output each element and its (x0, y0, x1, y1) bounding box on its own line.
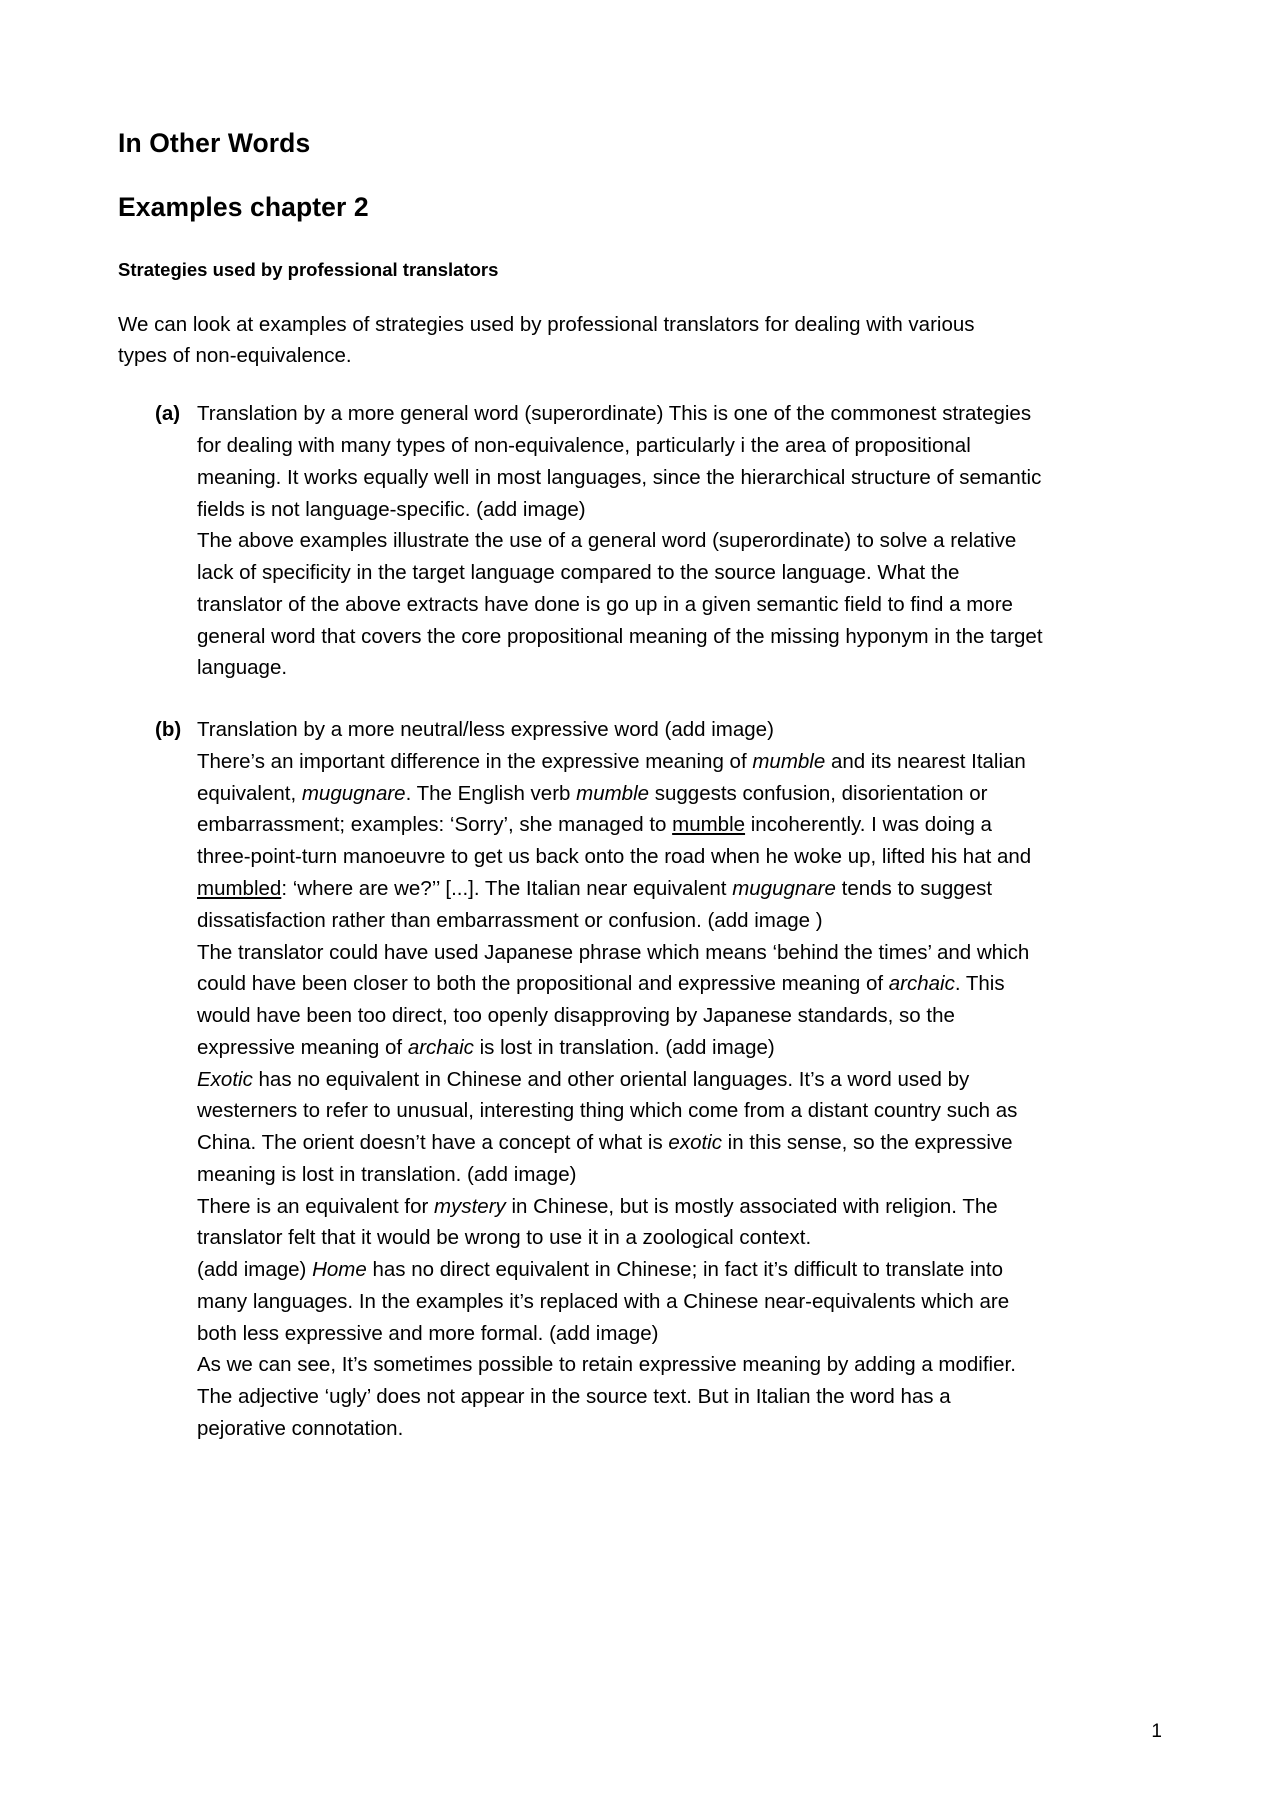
list-item-marker: (b) (155, 718, 182, 742)
list-item (118, 714, 1162, 1445)
document-subtitle: Examples chapter 2 (118, 191, 369, 222)
page-number: 1 (1151, 1721, 1162, 1742)
list-item-body (197, 714, 1045, 1445)
paragraph-b4: Exotic has no equivalent in Chinese and other oriental languages. It’s a word used by westerners to refer to unusual, interesting thing which come from a distant country such as China. The orient doesn’t have a concept of what is exotic in this sense, so the expressive meaning is lost in translation. (add image) (197, 1067, 1018, 1186)
intro-paragraph: We can look at examples of strategies used by professional translators for dealing with various types of non-equivalence. (118, 312, 975, 368)
paragraph-b6: (add image) Home has no direct equivalent in Chinese; in fact it’s difficult to translate into many languages. In the examples it’s replaced with a Chinese near-equivalents which are both less expressive and more formal. (add image) (197, 1258, 1010, 1345)
section-heading: Strategies used by professional translators (118, 258, 499, 280)
list-item (118, 398, 1162, 684)
paragraph-b1: Translation by a more neutral/less expressive word (add image) (197, 718, 774, 742)
strategy-list (118, 398, 1162, 1445)
paragraph-b7: As we can see, It’s sometimes possible to retain expressive meaning by adding a modifier. The adjective ‘ugly’ does not appear in the source text. But in Italian the word has a pejorative connotation. (197, 1353, 1016, 1440)
paragraph-b2: There’s an important difference in the expressive meaning of mumble and its nearest Italian equivalent, mugugnare. The English verb mumble suggests confusion, disorientation or embarrassment; examples: ‘Sorry’, she managed to mumble incoherently. I was doing a three-point-turn manoeuvre to get us back onto the road when he woke up, lifted his hat and mumbled: ‘where are we?’’ [...]. The Italian near equivalent mugugnare tends to suggest dissatisfaction rather than embarrassment or confusion. (add image ) (197, 749, 1032, 932)
document-title: In Other Words (118, 128, 311, 158)
list-item-body (197, 398, 1045, 684)
list-item-marker: (a) (155, 402, 181, 426)
paragraph-a2: The above examples illustrate the use of a general word (superordinate) to solve a relative lack of specificity in the target language compared to the source language. What the translator of the above extracts have done is go up in a given semantic field to find a more general word that covers the core propositional meaning of the missing hyponym in the target language. (197, 529, 1043, 680)
paragraph-a1: Translation by a more general word (superordinate) This is one of the commonest strategies for dealing with many types of non-equivalence, particularly i the area of propositional meaning. It works equally well in most languages, since the hierarchical structure of semantic fields is not language-specific. (add image) (197, 402, 1042, 521)
paragraph-b3: The translator could have used Japanese phrase which means ‘behind the times’ and which could have been closer to both the propositional and expressive meaning of archaic. This would have been too direct, too openly disapproving by Japanese standards, so the expressive meaning of archaic is lost in translation. (add image) (197, 940, 1030, 1059)
paragraph-b5: There is an equivalent for mystery in Chinese, but is mostly associated with religion. The translator felt that it would be wrong to use it in a zoological context. (197, 1194, 998, 1250)
